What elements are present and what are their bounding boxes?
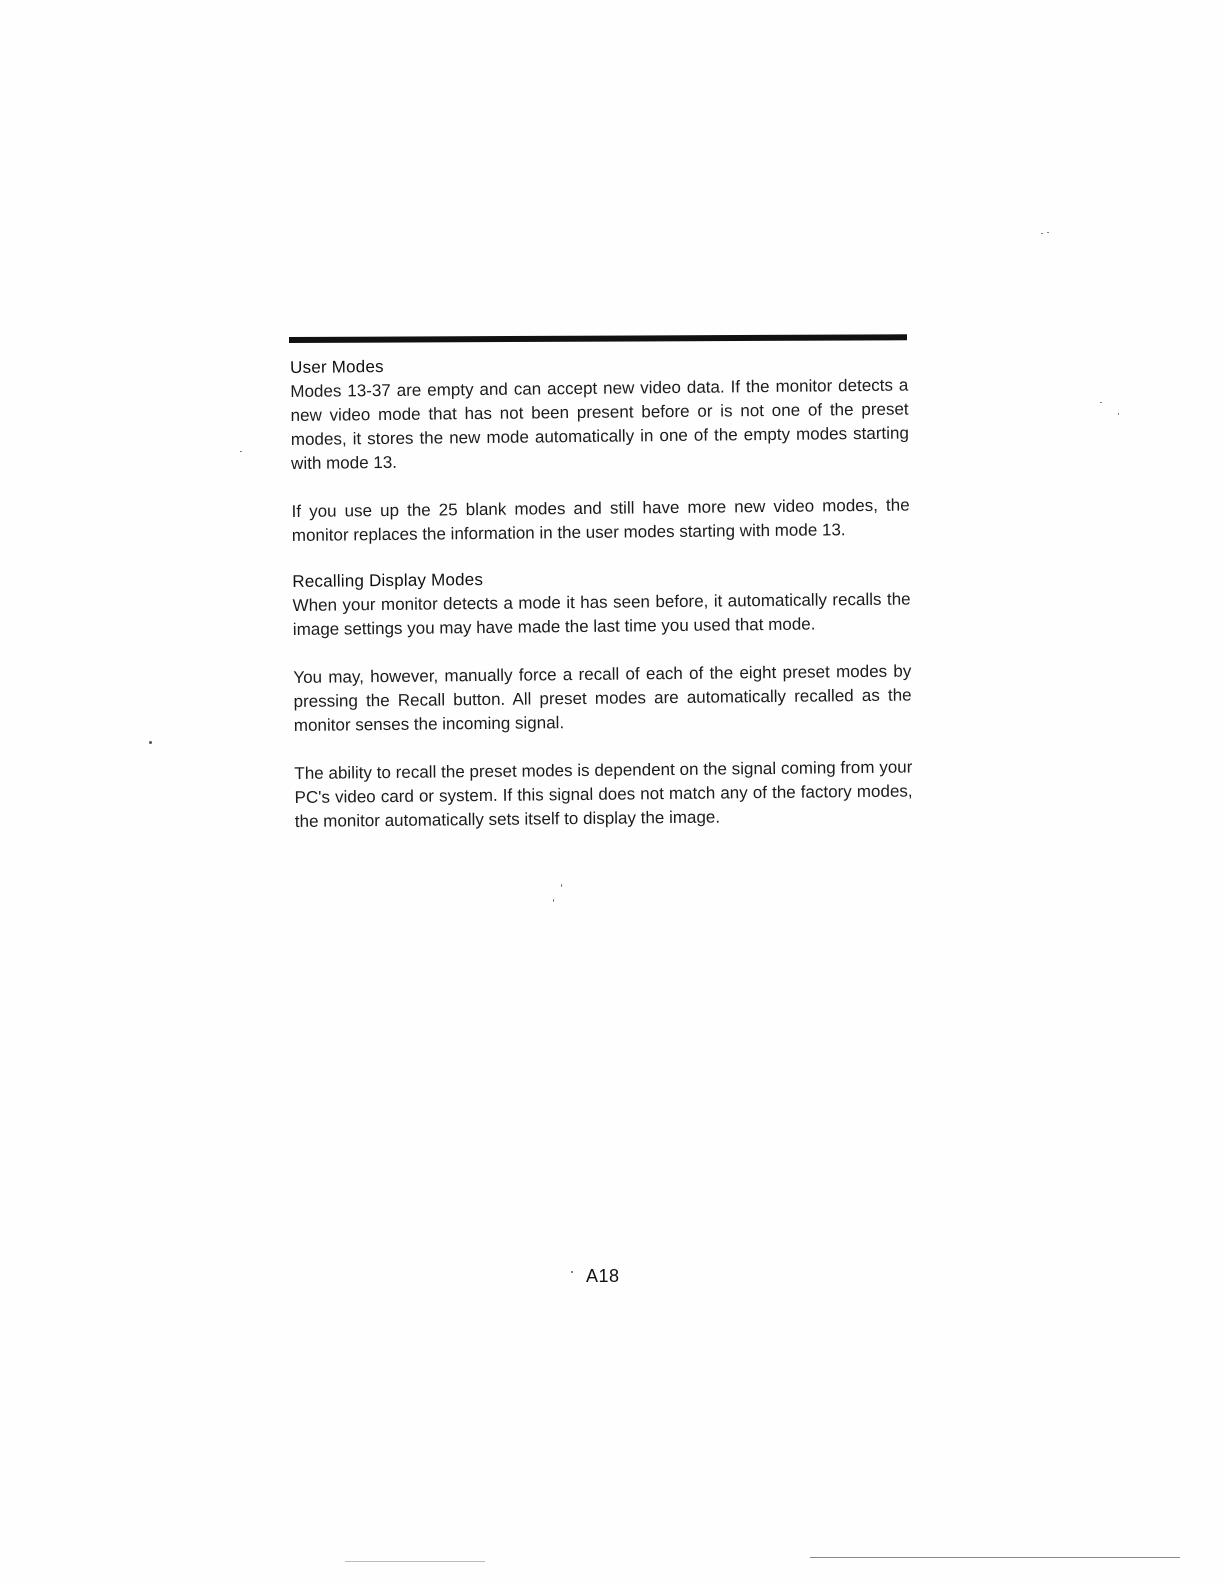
- recalling-paragraph-2: You may, however, manually force a recall of each of the eight preset modes by pressing the Recall button. All preset modes are automatically recalled as the monitor senses the incoming signal.: [293, 661, 912, 735]
- scan-speck: [561, 884, 562, 887]
- scan-speck: [149, 741, 152, 744]
- scan-speck: [1041, 233, 1043, 234]
- scan-speck: [1100, 402, 1102, 403]
- page-number: A18: [586, 1266, 620, 1286]
- recalling-paragraph-1: When your monitor detects a mode it has seen before, it automatically recalls the image settings you may have made the last time you used that mode.: [292, 589, 911, 639]
- user-modes-paragraph-2: If you use up the 25 blank modes and still have more new video modes, the monitor replaces the information in the user modes starting with mode 13.: [291, 495, 910, 545]
- user-modes-heading: User Modes: [290, 357, 384, 377]
- section-rule: [289, 334, 907, 343]
- user-modes-paragraph-1: Modes 13-37 are empty and can accept new video data. If the monitor detects a new video mode that has not been present before or is not one of the preset modes, it stores the new mode automatically in one of the empty modes starting with mode 13.: [290, 375, 909, 473]
- scan-speck: [240, 451, 242, 452]
- scan-speck: [1118, 413, 1119, 415]
- scan-speck: [1047, 232, 1049, 233]
- recalling-display-modes-heading: Recalling Display Modes: [292, 569, 484, 591]
- page-content: [290, 350, 913, 834]
- scan-edge: [345, 1561, 485, 1562]
- scan-edge: [810, 1557, 1180, 1558]
- scan-speck: [553, 899, 554, 902]
- recalling-paragraph-3: The ability to recall the preset modes is dependent on the signal coming from your PC's video card or system. If this signal does not match any of the factory modes, the monitor automatically sets itself to display the image.: [294, 757, 913, 831]
- scan-speck: [571, 1271, 573, 1273]
